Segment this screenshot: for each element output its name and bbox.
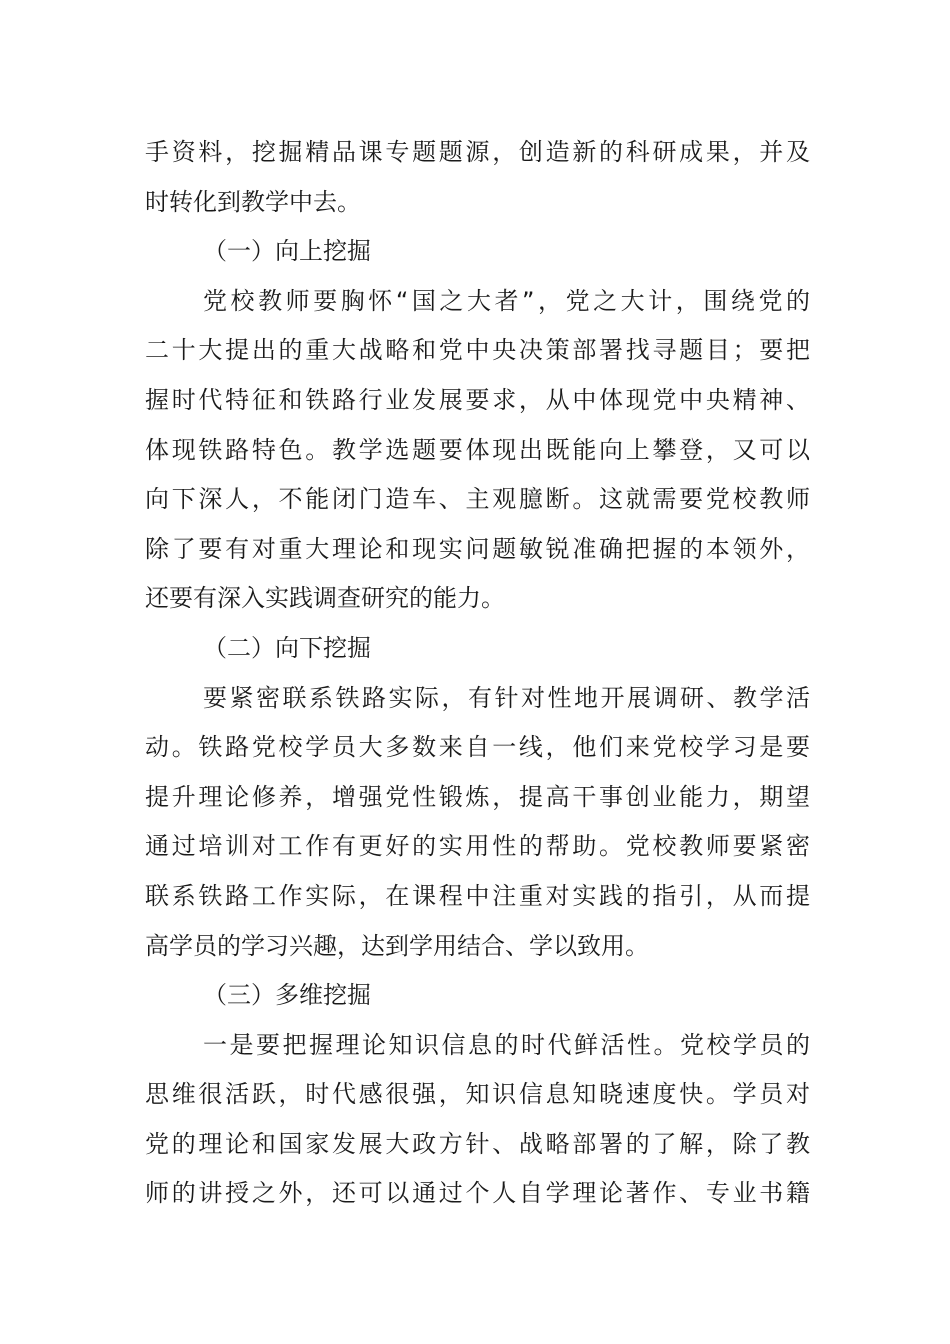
paragraph-line: 联系铁路工作实际，在课程中注重对实践的指引，从而提: [145, 881, 810, 910]
paragraph-line: 高学员的学习兴趣，达到学用结合、学以致用。: [145, 931, 649, 960]
paragraph-line: 党校教师要胸怀“国之大者”，党之大计，围绕党的: [203, 286, 810, 315]
section-heading-2: （二）向下挖掘: [203, 633, 371, 662]
paragraph-line: 除了要有对重大理论和现实问题敏锐准确把握的本领外，: [145, 534, 810, 563]
body-text: [145, 128, 810, 1219]
paragraph-line: 握时代特征和铁路行业发展要求，从中体现党中央精神、: [145, 385, 810, 414]
paragraph-line: 还要有深入实践调查研究的能力。: [145, 584, 505, 613]
paragraph-line: 动。铁路党校学员大多数来自一线，他们来党校学习是要: [145, 733, 810, 762]
paragraph-line: 向下深人，不能闭门造车、主观臆断。这就需要党校教师: [145, 485, 810, 514]
paragraph-line: 二十大提出的重大战略和党中央决策部署找寻题目；要把: [145, 336, 810, 365]
paragraph-line: 党的理论和国家发展大政方针、战略部署的了解，除了教: [145, 1129, 810, 1158]
section-heading-1: （一）向上挖掘: [203, 237, 371, 266]
paragraph-line: 体现铁路特色。教学选题要体现出既能向上攀登，又可以: [145, 435, 810, 464]
paragraph-line: 时转化到教学中去。: [145, 187, 361, 216]
paragraph-line: 要紧密联系铁路实际，有针对性地开展调研、教学活: [203, 683, 810, 712]
paragraph-line: 思维很活跃，时代感很强，知识信息知晓速度快。学员对: [145, 1080, 810, 1109]
paragraph-line: 手资料，挖掘精品课专题题源，创造新的科研成果，并及: [145, 138, 810, 166]
paragraph-line: 师的讲授之外，还可以通过个人自学理论著作、专业书籍: [145, 1179, 810, 1208]
section-heading-3: （三）多维挖掘: [203, 981, 371, 1010]
paragraph-line: 通过培训对工作有更好的实用性的帮助。党校教师要紧密: [145, 832, 810, 861]
paragraph-line: 一是要把握理论知识信息的时代鲜活性。党校学员的: [203, 1030, 810, 1059]
paragraph-line: 提升理论修养，增强党性锻炼，提高干事创业能力，期望: [145, 782, 810, 811]
